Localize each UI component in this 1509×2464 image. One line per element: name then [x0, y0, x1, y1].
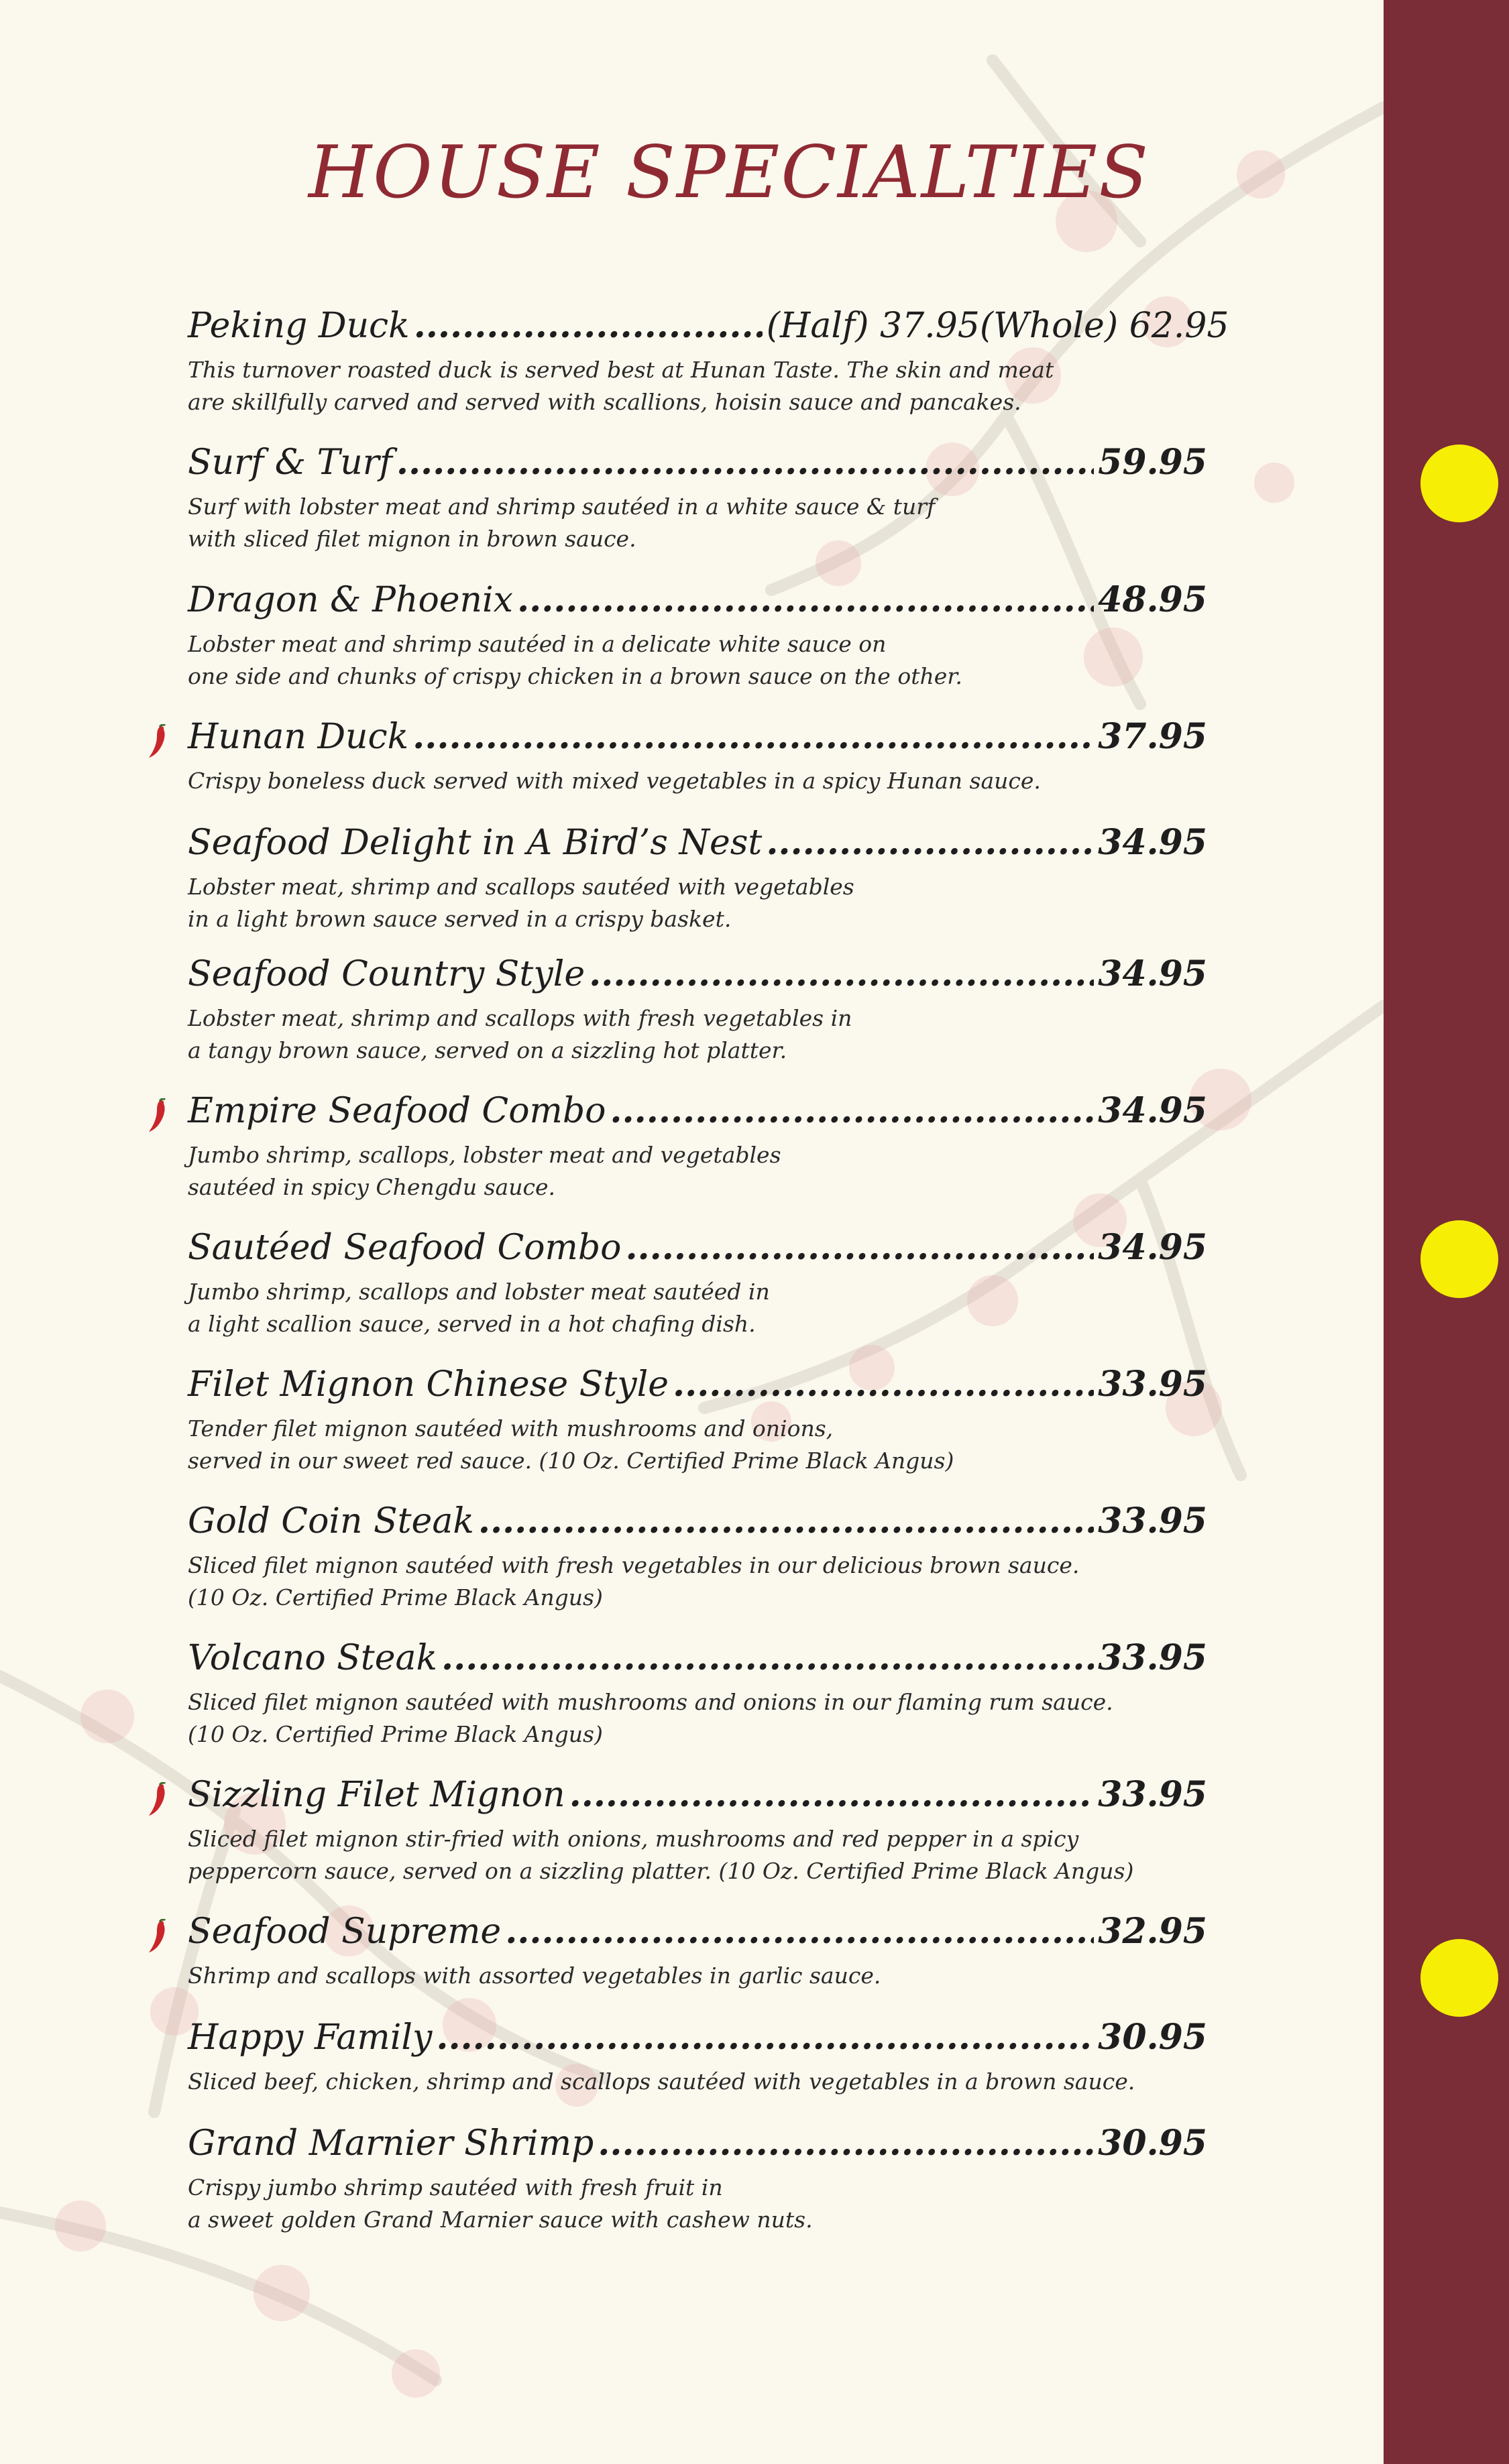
item-description-line: peppercorn sauce, served on a sizzling platter. (10 Oz. Certified Prime Black Angus) [188, 1858, 1134, 1884]
item-name: Happy Family [188, 2017, 433, 2058]
item-description-line: served in our sweet red sauce. (10 Oz. Certified Prime Black Angus) [188, 1448, 954, 1474]
item-price-whole: (Whole) 62.95 [979, 306, 1229, 346]
item-description-line: Lobster meat and shrimp sautéed in a delicate white sauce on [188, 631, 887, 657]
dot-leader [569, 1774, 1095, 1815]
item-name: Sautéed Seafood Combo [188, 1228, 622, 1268]
item-description-line: are skillfully carved and served with scallions, hoisin sauce and pancakes. [188, 389, 1021, 415]
item-name: Dragon & Phoenix [188, 580, 513, 620]
dot-leader [478, 1501, 1094, 1541]
dot-leader [412, 716, 1094, 757]
item-description-line: Sliced filet mignon sautéed with fresh vegetables in our delicious brown sauce. [188, 1552, 1080, 1578]
yellow-dot [1420, 1939, 1498, 2017]
item-price: 30.95 [1098, 2123, 1207, 2164]
item-description-line: Jumbo shrimp, scallops, lobster meat and vegetables [188, 1142, 781, 1168]
item-price: 34.95 [1098, 1227, 1207, 1268]
item-description-line: Shrimp and scallops with assorted vegetables in garlic sauce. [188, 1962, 881, 1989]
yellow-dot [1420, 1220, 1498, 1298]
dot-leader [517, 579, 1094, 620]
item-description-line: Sliced filet mignon sautéed with mushrooms and onions in our flaming rum sauce. [188, 1689, 1113, 1715]
item-name: Seafood Supreme [188, 1912, 502, 1952]
dot-leader [766, 822, 1094, 863]
item-name: Seafood Delight in A Bird’s Nest [188, 823, 763, 863]
dot-leader [589, 953, 1094, 994]
item-description-line: Jumbo shrimp, scallops and lobster meat sautéed in [188, 1279, 770, 1305]
menu-item [188, 2017, 1207, 2097]
item-name: Filet Mignon Chinese Style [188, 1364, 669, 1405]
menu-item [188, 2123, 1207, 2235]
menu-item [188, 579, 1207, 692]
item-name: Empire Seafood Combo [188, 1091, 606, 1131]
item-description-line: (10 Oz. Certified Prime Black Angus) [188, 1721, 603, 1747]
chili-pepper-icon [146, 1782, 169, 1817]
menu-item-peking-duck [188, 305, 1229, 418]
item-description-line: This turnover roasted duck is served best at Hunan Taste. The skin and meat [188, 357, 1054, 383]
item-price-half: (Half) 37.95 [766, 306, 980, 346]
menu-item [188, 822, 1207, 935]
item-description-line: Crispy boneless duck served with mixed vegetables in a spicy Hunan sauce. [188, 768, 1041, 794]
item-price: 34.95 [1098, 953, 1207, 994]
dot-leader [598, 2123, 1094, 2164]
menu-item [188, 1637, 1207, 1750]
menu-item [188, 1774, 1207, 1887]
page-title: HOUSE SPECIALTIES [309, 131, 1150, 215]
menu-item [188, 1090, 1207, 1203]
menu-item [188, 953, 1207, 1066]
item-name: Grand Marnier Shrimp [188, 2123, 594, 2164]
item-description-line: Sliced beef, chicken, shrimp and scallops sautéed with vegetables in a brown sauce. [188, 2068, 1135, 2095]
chili-pepper-icon [146, 1919, 169, 1954]
item-description-line: Surf with lobster meat and shrimp sautéed in a white sauce & turf [188, 493, 936, 520]
chili-pepper-icon [146, 724, 169, 759]
item-description-line: Sliced filet mignon stir-fried with onions, mushrooms and red pepper in a spicy [188, 1826, 1079, 1852]
menu-item [188, 1364, 1207, 1476]
item-price: 37.95 [1098, 716, 1207, 757]
item-name: Volcano Steak [188, 1638, 437, 1678]
item-name: Gold Coin Steak [188, 1501, 474, 1541]
item-description-line: Crispy jumbo shrimp sautéed with fresh fruit in [188, 2174, 723, 2201]
item-price: 33.95 [1098, 1364, 1207, 1405]
item-description-line: (10 Oz. Certified Prime Black Angus) [188, 1584, 603, 1610]
item-price: 33.95 [1098, 1501, 1207, 1541]
dot-leader [436, 2017, 1094, 2058]
chili-pepper-icon [146, 1098, 169, 1133]
item-price: 33.95 [1098, 1774, 1207, 1815]
item-description-line: one side and chunks of crispy chicken in a brown sauce on the other. [188, 663, 962, 689]
dot-leader [414, 305, 763, 346]
item-price: 59.95 [1098, 442, 1207, 483]
item-price: 33.95 [1098, 1637, 1207, 1678]
menu-item [188, 1501, 1207, 1613]
item-price: 32.95 [1098, 1911, 1207, 1952]
item-description-line: in a light brown sauce served in a crispy basket. [188, 906, 732, 932]
dot-leader [396, 442, 1094, 483]
item-description-line: with sliced filet mignon in brown sauce. [188, 526, 636, 552]
menu-item [188, 442, 1207, 554]
item-description-line: Lobster meat, shrimp and scallops sautéed with vegetables [188, 874, 854, 900]
item-description-line: sautéed in spicy Chengdu sauce. [188, 1174, 555, 1200]
item-description-line: Tender filet mignon sautéed with mushrooms and onions, [188, 1415, 834, 1442]
menu-item [188, 1911, 1207, 1991]
item-description-line: a sweet golden Grand Marnier sauce with cashew nuts. [188, 2207, 813, 2233]
dot-leader [505, 1911, 1094, 1952]
item-name: Peking Duck [188, 306, 410, 346]
item-description-line: a light scallion sauce, served in a hot chafing dish. [188, 1311, 756, 1337]
item-price: 34.95 [1098, 1090, 1207, 1131]
item-name: Sizzling Filet Mignon [188, 1775, 565, 1815]
item-price: 48.95 [1098, 579, 1207, 620]
item-price: 34.95 [1098, 822, 1207, 863]
yellow-dot [1420, 445, 1498, 522]
dot-leader [441, 1637, 1094, 1678]
item-description-line: a tangy brown sauce, served on a sizzling hot platter. [188, 1037, 787, 1063]
dot-leader [625, 1227, 1094, 1268]
menu-item [188, 1227, 1207, 1340]
dot-leader [673, 1364, 1094, 1405]
item-price: 30.95 [1098, 2017, 1207, 2058]
item-name: Hunan Duck [188, 717, 409, 757]
item-name: Seafood Country Style [188, 954, 585, 994]
item-name: Surf & Turf [188, 443, 392, 483]
dot-leader [610, 1090, 1094, 1131]
menu-item [188, 716, 1207, 797]
item-description-line: Lobster meat, shrimp and scallops with fresh vegetables in [188, 1005, 852, 1031]
